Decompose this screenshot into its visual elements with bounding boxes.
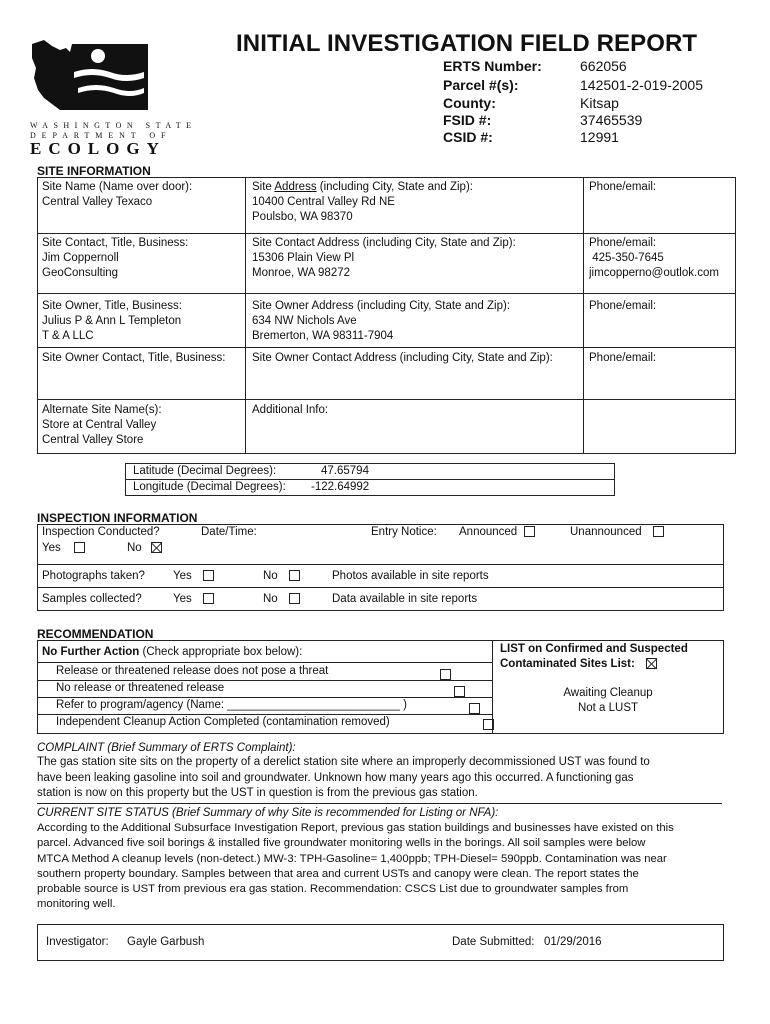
page-title: INITIAL INVESTIGATION FIELD REPORT [236, 30, 698, 57]
latitude-label: Latitude (Decimal Degrees): [133, 465, 277, 477]
county-label: County: [443, 95, 496, 111]
alternate-name-cell [42, 403, 162, 448]
site-name-value: Central Valley Texaco [42, 196, 153, 208]
logo-line-3: ECOLOGY [30, 139, 166, 158]
site-name-cell [42, 180, 192, 210]
investigator-value: Gayle Garbush [127, 936, 205, 948]
inspection-yes-label: Yes [42, 542, 61, 554]
site-contact-address-line1: 15306 Plain View Pl [252, 252, 355, 264]
status-line: monitoring well. [37, 898, 116, 911]
logo-line-2: DEPARTMENT OF [30, 131, 172, 140]
longitude-label: Longitude (Decimal Degrees): [133, 481, 286, 493]
inspection-no-option[interactable] [127, 541, 162, 556]
samples-no-checkbox[interactable] [289, 593, 300, 604]
unannounced-checkbox[interactable] [653, 526, 664, 537]
owner-contact-address-cell [252, 351, 553, 366]
csid-label: CSID #: [443, 129, 493, 145]
date-submitted-value: 01/29/2016 [544, 936, 602, 948]
announced-option[interactable] [459, 525, 535, 540]
photos-yes-label: Yes [173, 570, 192, 582]
site-owner-address-cell [252, 299, 510, 344]
site-owner-name: Julius P & Ann L Templeton [42, 315, 182, 327]
inspection-heading: INSPECTION INFORMATION [37, 511, 198, 525]
status-line: southern property boundary. Samples between that area and current USTs and canopy were clean. The report states the [37, 867, 639, 880]
photos-no-option[interactable] [263, 569, 300, 584]
date-submitted-label: Date Submitted: [452, 936, 535, 948]
site-owner-address-line1: 634 NW Nichols Ave [252, 315, 357, 327]
nfa-no-threat-checkbox[interactable] [440, 669, 451, 680]
alternate-name-2: Central Valley Store [42, 434, 144, 446]
recommendation-heading: RECOMMENDATION [37, 627, 154, 641]
fsid-label: FSID #: [443, 112, 492, 128]
ecology-logo [30, 38, 197, 158]
owner-contact-label: Site Owner Contact, Title, Business: [42, 352, 226, 364]
site-contact-phone: 425-350-7645 [589, 252, 664, 264]
site-contact-address-line2: Monroe, WA 98272 [252, 267, 351, 279]
logo-line-1: WASHINGTON STATE [30, 121, 197, 130]
site-contact-business: GeoConsulting [42, 267, 119, 279]
longitude-value: -122.64992 [311, 481, 370, 493]
site-owner-phone-label: Phone/email: [589, 300, 657, 312]
samples-no-label: No [263, 593, 278, 605]
inspection-yes-option[interactable] [42, 541, 85, 556]
fsid-value: 37465539 [580, 112, 643, 128]
cscs-status [493, 686, 723, 716]
site-contact-address-label: Site Contact Address (including City, State and Zip): [252, 237, 516, 249]
owner-contact-address-label: Site Owner Contact Address (including City, State and Zip): [252, 352, 553, 364]
nfa-independent-cleanup-checkbox[interactable] [483, 719, 494, 730]
site-address-line1: 10400 Central Valley Rd NE [252, 196, 395, 208]
site-phone-label: Phone/email: [589, 181, 657, 193]
samples-yes-label: Yes [173, 593, 192, 605]
site-contact-cell [42, 236, 188, 281]
status-line: MTCA Method A cleanup levels (non-detect.) MW-3: TPH-Gasoline= 1,400ppb; TPH-Diesel= 590ppb. Contamination was near [37, 852, 667, 865]
complaint-heading: COMPLAINT (Brief Summary of ERTS Complaint): [37, 742, 296, 754]
nfa-no-release-checkbox[interactable] [454, 686, 465, 697]
samples-yes-option[interactable] [173, 592, 214, 607]
additional-info-cell [252, 403, 328, 418]
site-contact-address-cell [252, 236, 516, 281]
site-owner-cell [42, 299, 182, 344]
photos-note: Photos available in site reports [332, 570, 489, 582]
nfa-option-no-threat: Release or threatened release does not pose a threat [56, 665, 329, 677]
photos-no-label: No [263, 570, 278, 582]
site-address-cell [252, 180, 473, 225]
complaint-text [37, 755, 727, 802]
erts-value: 662056 [580, 58, 627, 74]
complaint-line: station is now on this property but the UST in question is from the previous gas station. [37, 787, 478, 799]
washington-state-map-icon [30, 38, 152, 118]
announced-label: Announced [459, 526, 518, 538]
cscs-list-title-line1: LIST on Confirmed and Suspected [500, 643, 688, 655]
owner-contact-cell [42, 351, 225, 366]
site-contact-email: jimcopperno@outlok.com [589, 267, 719, 279]
cscs-list-checkbox[interactable] [646, 658, 657, 669]
nfa-label: No Further Action (Check appropriate box below): [42, 646, 303, 658]
site-owner-business: T & A LLC [42, 330, 94, 342]
county-value: Kitsap [580, 95, 619, 111]
site-owner-phone-cell [589, 299, 656, 314]
samples-label: Samples collected? [42, 593, 142, 605]
site-contact-phone-label: Phone/email: [589, 237, 657, 249]
site-contact-label: Site Contact, Title, Business: [42, 237, 189, 249]
site-phone-cell [589, 180, 656, 195]
samples-note: Data available in site reports [332, 593, 478, 605]
photos-yes-checkbox[interactable] [203, 570, 214, 581]
status-line: According to the Additional Subsurface Investigation Report, previous gas station buildings and businesses have existed on this [37, 822, 674, 834]
site-owner-label: Site Owner, Title, Business: [42, 300, 182, 312]
status-awaiting-cleanup: Awaiting Cleanup [563, 687, 653, 699]
owner-contact-phone-label: Phone/email: [589, 352, 657, 364]
complaint-line: The gas station site sits on the property of a derelict station site where an improperly decommissioned UST was found to [37, 756, 650, 768]
site-info-heading: SITE INFORMATION [37, 164, 151, 178]
inspection-yes-checkbox[interactable] [74, 542, 85, 553]
status-heading: CURRENT SITE STATUS (Brief Summary of why Site is recommended for Listing or NFA): [37, 807, 499, 819]
samples-no-option[interactable] [263, 592, 300, 607]
datetime-label: Date/Time: [201, 526, 257, 538]
entry-notice-label: Entry Notice: [371, 526, 437, 538]
site-name-label: Site Name (Name over door): [42, 181, 193, 193]
latitude-value: 47.65794 [321, 465, 369, 477]
owner-contact-phone-cell [589, 351, 656, 366]
nfa-option-independent-cleanup: Independent Cleanup Action Completed (contamination removed) [56, 716, 390, 728]
unannounced-option[interactable] [570, 525, 664, 540]
alternate-name-label: Alternate Site Name(s): [42, 404, 162, 416]
site-owner-address-line2: Bremerton, WA 98311-7904 [252, 330, 394, 342]
inspection-no-label: No [127, 542, 142, 554]
site-owner-address-label: Site Owner Address (including City, State and Zip): [252, 300, 511, 312]
status-not-a-lust: Not a LUST [577, 702, 639, 714]
status-line: parcel. Advanced five soil borings & installed five groundwater monitoring wells in the borings. All soil samples were below [37, 837, 646, 850]
photos-label: Photographs taken? [42, 570, 145, 582]
unannounced-label: Unannounced [570, 526, 642, 538]
cscs-list-title-line2: Contaminated Sites List: [500, 657, 688, 672]
inspection-conducted-label: Inspection Conducted? [42, 526, 160, 538]
nfa-option-refer: Refer to program/agency (Name: ___________________________ ) [56, 699, 408, 711]
samples-yes-checkbox[interactable] [203, 593, 214, 604]
parcel-value: 142501-2-019-2005 [580, 77, 703, 93]
parcel-label: Parcel #(s): [443, 77, 519, 93]
complaint-line: have been leaking gasoline into soil and groundwater. Unknown how many years ago this occurred. A functioning gas [37, 771, 634, 784]
erts-label: ERTS Number: [443, 58, 542, 74]
status-line: probable source is UST from previous era gas station. Recommendation: CSCS List due to groundwater samples from [37, 883, 629, 896]
nfa-option-no-release: No release or threatened release [56, 682, 225, 694]
additional-info-label: Additional Info: [252, 404, 329, 416]
site-contact-phone-cell [589, 236, 719, 281]
photos-yes-option[interactable] [173, 569, 214, 584]
site-contact-name: Jim Coppernoll [42, 252, 119, 264]
cscs-list-title [500, 642, 688, 672]
investigator-label: Investigator: [46, 936, 109, 948]
site-address-label: Site Address (including City, State and Zip): [252, 181, 473, 193]
photos-no-checkbox[interactable] [289, 570, 300, 581]
csid-value: 12991 [580, 129, 619, 145]
nfa-refer-checkbox[interactable] [469, 703, 480, 714]
announced-checkbox[interactable] [524, 526, 535, 537]
alternate-name-1: Store at Central Valley [42, 419, 157, 431]
status-text [37, 821, 732, 913]
site-address-line2: Poulsbo, WA 98370 [252, 211, 353, 223]
inspection-no-checkbox[interactable] [151, 542, 162, 553]
